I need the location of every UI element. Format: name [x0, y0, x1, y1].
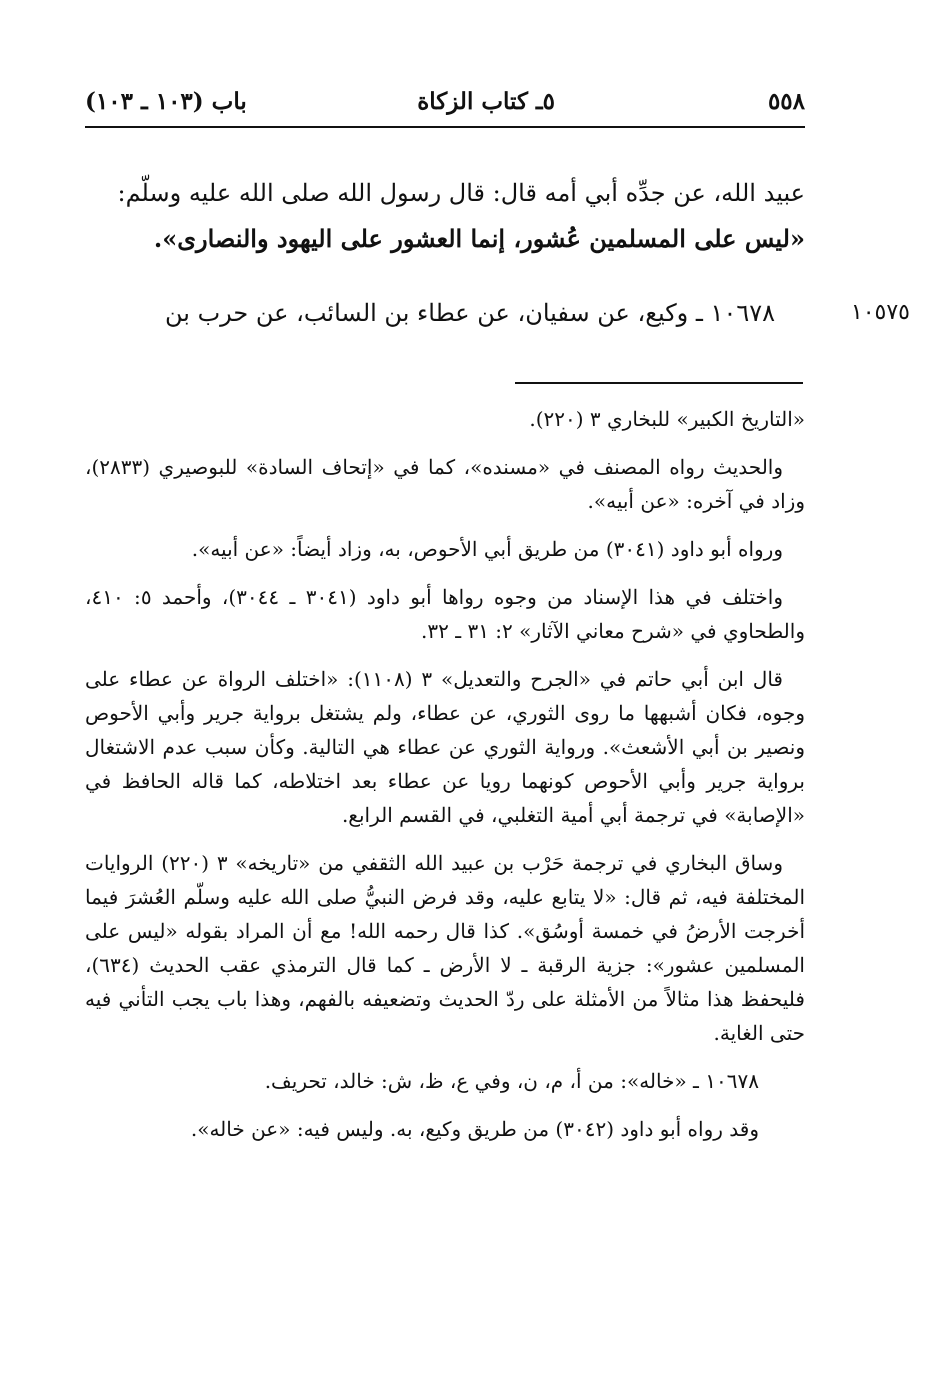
main-text-line: عبيد الله، عن جدِّه أبي أمه قال: قال رسول الله صلى الله عليه وسلّم:: [117, 179, 805, 207]
book-title: ٥ـ كتاب الزكاة: [417, 88, 555, 115]
footnote-paragraph: «التاريخ الكبير» للبخاري ٣ (٢٢٠).: [529, 407, 805, 431]
main-text: [85, 170, 805, 262]
footnote-divider: [515, 382, 803, 384]
page-header: [85, 86, 805, 126]
hadith-entry: ١٠٦٧٨ ـ وكيع، عن سفيان، عن عطاء بن السائب، عن حرب بن: [165, 299, 775, 327]
footnote-paragraph: ورواه أبو داود (٣٠٤١) من طريق أبي الأحوص، به، وزاد أيضاً: «عن أبيه».: [191, 537, 783, 561]
footnotes: [85, 402, 805, 1160]
footnote-paragraph: ١٠٦٧٨ ـ «خاله»: من أ، م، ن، وفي ع، ظ، ش: خالد، تحريف.: [264, 1069, 759, 1093]
hadith-quote: «ليس على المسلمين عُشور، إنما العشور على اليهود والنصارى».: [153, 224, 805, 253]
footnote-paragraph: قال ابن أبي حاتم في «الجرح والتعديل» ٣ (١١٠٨): «اختلف الرواة عن عطاء على وجوه، فكان أشبهها ما روى الثوري، عن عطاء، ولم يشتغل برواية جرير وأبي الأحوص ونصير بن أبي الأشعث». ورواية الثوري عن عطاء هي التالية. وكأن سبب عدم الاشتغال برواية جرير وأبي الأحوص كونهما رويا عن عطاء بعد اختلاطه، كما قاله الحافظ في «الإصابة» في ترجمة أبي أمية التغلبي، في القسم الرابع.: [85, 667, 805, 827]
external-hadith-number: ١٠٥٧٥: [850, 300, 910, 325]
page-number: ٥٥٨: [767, 88, 805, 115]
footnote-paragraph: وقد رواه أبو داود (٣٠٤٢) من طريق وكيع، به. وليس فيه: «عن خاله».: [190, 1117, 759, 1141]
footnote-paragraph: والحديث رواه المصنف في «مسنده»، كما في «إتحاف السادة» للبوصيري (٢٨٣٣)، وزاد في آخره: «عن أبيه».: [85, 455, 805, 513]
footnote-group: [85, 1064, 805, 1146]
header-divider: [85, 126, 805, 128]
footnote-paragraph: واختلف في هذا الإسناد من وجوه رواها أبو داود (٣٠٤١ ـ ٣٠٤٤)، وأحمد ٥: ٤١٠، والطحاوي في «شرح معاني الآثار» ٢: ٣١ ـ ٣٢.: [85, 585, 805, 643]
footnote-paragraph: وساق البخاري في ترجمة حَرْب بن عبيد الله الثقفي من «تاريخه» ٣ (٢٢٠) الروايات المختلفة فيه، ثم قال: «لا يتابع عليه، وقد فرض النبيُّ صلى الله عليه وسلّم العُشرَ فيما أخرجت الأرضُ في خمسة أوسُق». كذا قال رحمه الله! مع أن المراد بقوله «ليس على المسلمين عشور»: جزية الرقبة ـ لا الأرض ـ كما قال الترمذي عقب الحديث (٦٣٤)، فليحفظ هذا مثالاً من الأمثلة على ردّ الحديث وتضعيفه بالفهم، وهذا باب يجب التأني فيه حتى الغاية.: [85, 851, 805, 1045]
chapter-range: باب (١٠٣ ـ ١٠٣): [85, 88, 247, 115]
